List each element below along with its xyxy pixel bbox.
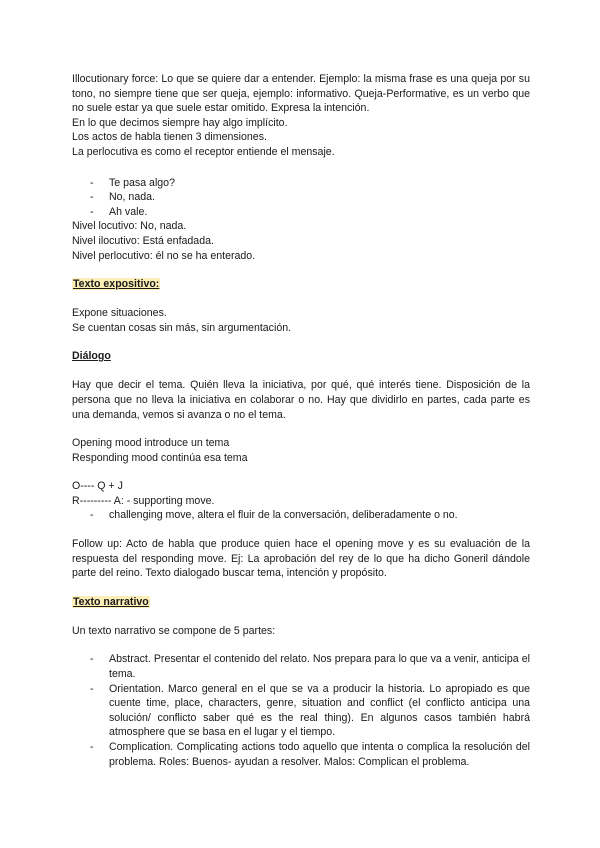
dialogo-paragraph: Hay que decir el tema. Quién lleva la iniciativa, por qué, qué interés tiene. Disposición de la persona que no lleva la iniciativa en colaborar o no. Hay que dividirlo en partes, cada parte es una demanda, vemos si avanza o no el tema.	[72, 379, 530, 421]
dash-marker: -	[90, 509, 94, 522]
list-item: - Orientation. Marco general en el que se va a producir la historia. Lo apropiado es que cuente time, place, characters, genre, situation and conflict (el conflicto anticipa una solución/ conflicto saber qué es the real thing). En algunos casos también habrá atmosphere que se basa en el lugar y el tiempo.	[90, 682, 530, 739]
responding-mood-line: Responding mood continúa esa tema	[72, 451, 248, 464]
example-dialog-list	[72, 176, 530, 220]
list-item: - Ah vale.	[90, 205, 148, 218]
level-perlocutivo: Nivel perlocutivo: él no se ha enterado.	[72, 249, 256, 262]
narrativo-intro: Un texto narrativo se compone de 5 partes:	[72, 624, 276, 637]
dash-marker: -	[90, 205, 94, 218]
expositivo-line-2: Se cuentan cosas sin más, sin argumentación.	[72, 321, 292, 334]
list-item: - Te pasa algo?	[90, 176, 175, 189]
list-item: - challenging move, altera el fluir de la conversación, deliberadamente o no.	[90, 509, 458, 522]
r-line: R--------- A: - supporting move.	[72, 494, 215, 507]
heading-texto-expositivo: Texto expositivo:	[73, 278, 160, 291]
expositivo-line-1: Expone situaciones.	[72, 307, 167, 320]
challenging-list	[72, 508, 530, 523]
dash-marker: -	[90, 741, 94, 753]
list-item: - No, nada.	[90, 191, 155, 204]
list-item: - Complication. Complicating actions todo aquello que intenta o complica la resolución del problema. Roles: Buenos- ayudan a resolver. Malos: Complican el problema.	[90, 741, 530, 768]
follow-up-paragraph: Follow up: Acto de habla que produce quien hace el opening move y es su evaluación de la respuesta del responding move. Ej: La aprobación del rey de lo que ha dicho Goneril dándole parte del reino. Texto dialogado buscar tema, intención y propósito.	[72, 538, 530, 580]
implicit-line: En lo que decimos siempre hay algo implícito.	[72, 116, 288, 129]
dimensions-line: Los actos de habla tienen 3 dimensiones.	[72, 131, 267, 144]
heading-dialogo: Diálogo	[72, 350, 111, 363]
opening-mood-line: Opening mood introduce un tema	[72, 437, 230, 450]
dash-marker: -	[90, 191, 94, 204]
dash-marker: -	[90, 176, 94, 189]
level-ilocutivo: Nivel ilocutivo: Está enfadada.	[72, 234, 214, 247]
dash-marker: -	[90, 682, 94, 695]
level-locutivo: Nivel locutivo: No, nada.	[72, 220, 187, 233]
narrative-parts-list	[72, 652, 530, 769]
heading-texto-narrativo: Texto narrativo	[73, 595, 149, 608]
list-item: - Abstract. Presentar el contenido del relato. Nos prepara para lo que va a venir, anticipa el tema.	[90, 653, 530, 681]
dash-marker: -	[90, 653, 94, 666]
perlocutive-line: La perlocutiva es como el receptor entiende el mensaje.	[72, 145, 335, 158]
o-line: O---- Q + J	[72, 480, 123, 493]
illocutionary-paragraph: Illocutionary force: Lo que se quiere dar a entender. Ejemplo: la misma frase es una queja por su tono, no siempre tiene que ser queja, ejemplo: informativo. Queja-Performative, es un verbo que no suele estar ya que suele estar omitido. Expresa la intención.	[72, 73, 530, 115]
